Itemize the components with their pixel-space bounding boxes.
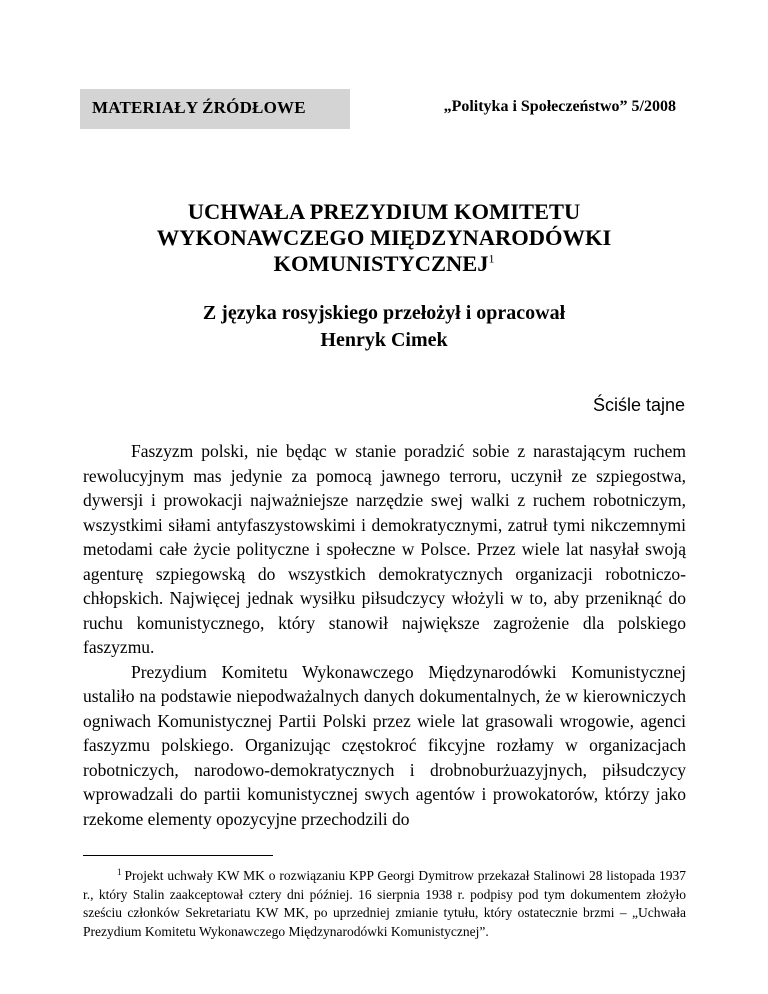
footnote-divider <box>83 855 273 856</box>
title-line-1: UCHWAŁA PREZYDIUM KOMITETU <box>187 199 581 224</box>
translator-note: Z języka rosyjskiego przełożył i opracował <box>202 302 566 324</box>
title-footnote-marker[interactable]: 1 <box>488 251 495 266</box>
document-title <box>80 199 688 277</box>
footnote-text: Projekt uchwały KW MK o rozwiązaniu KPP Georgi Dymitrow przekazał Stalinowi 28 listopada 1937 r., który Stalin zaakceptował cztery dni później. 16 sierpnia 1938 r. podpisy pod tym dokumentem złożyło sześciu członków Sekretariatu KW MK, po uprzedniej zmianie tytułu, który ostatecznie brzmi – „Uchwała Prezydium Komitetu Wykonawczego Międzynarodówki Komunistycznej”. <box>83 868 686 939</box>
journal-reference: „Polityka i Społeczeństwo” 5/2008 <box>443 98 676 115</box>
body-paragraph-2: Prezydium Komitetu Wykonawczego Międzynarodówki Komunistycznej ustaliło na podstawie niepodważalnych danych dokumentalnych, że w kierowniczych ogniwach Komunistycznej Partii Polski przez wiele lat grasowali wrogowie, agenci faszyzmu polskiego. Organizując częstokroć fikcyjne rozłamy w organizacjach robotniczych, narodowo-demokratycznych i drobnoburżuazyjnych, piłsudczycy wprowadzali do partii komunistycznej swych agentów i prowokatorów, którzy jako rzekome elementy opozycyjne przechodzili do <box>83 661 686 829</box>
section-label: MATERIAŁY ŹRÓDŁOWE <box>92 98 306 117</box>
document-subtitle <box>80 300 688 354</box>
footnote-marker: 1 <box>117 866 122 877</box>
translator-name: Henryk Cimek <box>320 329 448 351</box>
body-paragraph-1: Faszyzm polski, nie będąc w stanie poradzić sobie z narastającym ruchem rewolucyjnym mas jedynie za pomocą jawnego terroru, uczynił ze szpiegostwa, dywersji i prowokacji najważniejsze narzędzie swej walki z ruchem robotniczym, wszystkimi siłami antyfaszystowskimi i demokratycznymi, zatruł tymi nikczemnymi metodami całe życie polityczne i społeczne w Polsce. Przez wiele lat nasyłał swoją agenturę szpiegowską do wszystkich demokratycznych organizacji robotniczo-chłopskich. Najwięcej jednak wysiłku piłsudczycy włożyli w to, aby przeniknąć do ruchu komunistycznego, który stanowił największe zagrożenie dla polskiego faszyzmu. <box>83 441 686 657</box>
title-line-2: WYKONAWCZEGO MIĘDZYNARODÓWKI <box>156 225 612 250</box>
body-text <box>83 439 686 831</box>
classification-label: Ściśle tajne <box>592 395 685 415</box>
title-line-3-text: KOMUNISTYCZNEJ <box>273 251 489 276</box>
footnote <box>83 867 686 941</box>
title-line-3 <box>80 251 688 277</box>
